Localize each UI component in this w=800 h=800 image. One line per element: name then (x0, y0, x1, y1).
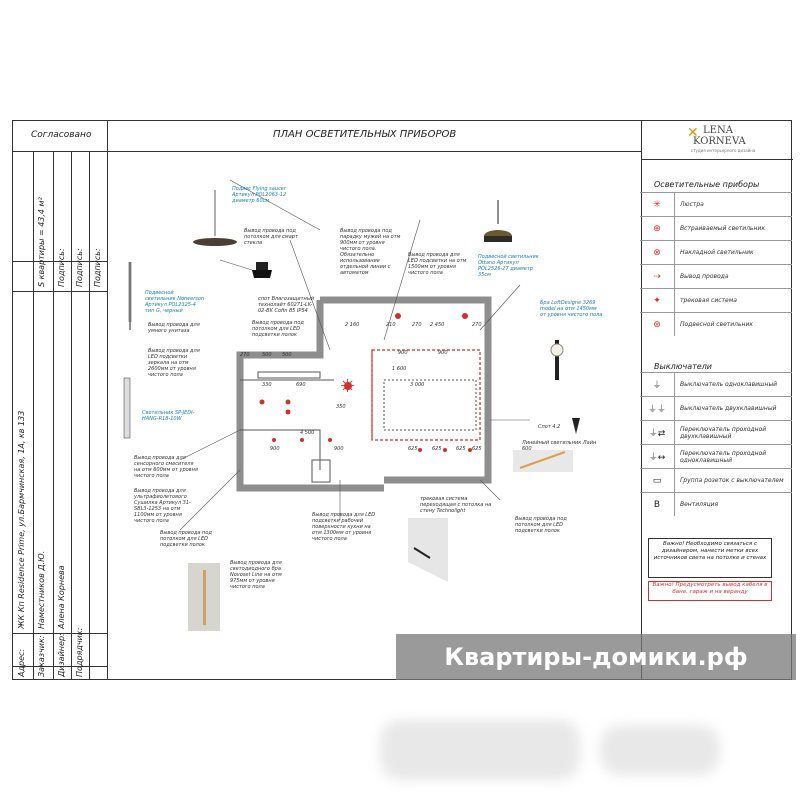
legend-title-switches: Выключатели (654, 362, 713, 371)
important-note: Важно! Необходимо связаться с дизайнером, нанести метки всех источников света на потолке и стенах (648, 538, 772, 578)
legend-label: Подвесной светильник (680, 321, 753, 328)
dimension: 625 (472, 446, 482, 452)
dimension: 500 (282, 352, 292, 358)
legend-symbol-icon: ✦ (640, 289, 675, 312)
dimension: 500 (262, 352, 272, 358)
wall-partition (240, 430, 320, 470)
agreed-label: Согласовано (31, 130, 92, 140)
dimension: 330 (262, 382, 272, 388)
dimension: 690 (296, 382, 306, 388)
legend-label: Группа розеток с выключателем (680, 477, 784, 484)
legend-label: Встраиваемый светильник (680, 225, 766, 232)
annotation-wire-sensor: Вывод провода для сенсорного смесителя на отм 600мм от уровня чистого пола (134, 455, 198, 479)
customer-value: Наместников Д.Ю. (37, 550, 46, 629)
annotation-pendant-ottano: Подвесной светильник Ottano Артикул POL2526-27 диаметр 35см (478, 254, 539, 278)
legend-title-lights: Осветительные приборы (654, 180, 760, 189)
important-note-red: Важно! Предусмотреть вывод кабеля в бане, гараж и на веранду (648, 581, 772, 601)
legend-symbol-icon: ⊕ (640, 217, 675, 240)
annotation-flying-saucer: Подвес Flying saucer Артикул POL2063-12 диаметр 60см (232, 186, 287, 204)
annotation-sp-jedi: Светильник SP-JEDI-HANG-R18-10W (142, 410, 195, 422)
annotation-spot-waterproof: спот Влагозащитный технолайт 60271-LK-02-BK Cofin 85 IP54 (258, 296, 315, 314)
legend-symbol-icon: ⏚⏚ (640, 397, 675, 420)
logo: ✕ LENA KORNEVA студия интерьерного дизайна (641, 121, 793, 160)
annotation-wire-bar: Вывод провода под парадку мужей на отм 900мм от уровня чистого пола. Обязательно использование отдельной линии с автоматом (340, 228, 401, 276)
legend-label: трековая система (680, 297, 737, 304)
legend-symbol-icon: ⏚ (640, 373, 675, 396)
page-title: ПЛАН ОСВЕТИТЕЛЬНЫХ ПРИБОРОВ (273, 129, 457, 140)
dimension: 2 160 (345, 322, 360, 328)
ceiling-contour (384, 380, 476, 430)
dimension: 625 (456, 446, 466, 452)
annotation-wire-sconce: Вывод провода для светодиодного бра Novoset Line на отм 975мм от уровня чистого пола (230, 560, 282, 590)
dimension: 900 (398, 350, 408, 356)
legend-label: Переключатель проходной одноклавишный (680, 449, 767, 464)
signature-label: Подпись: (75, 248, 84, 287)
legend-label: Вывод провода (680, 273, 729, 280)
dimension: 900 (438, 350, 448, 356)
fixture-box (312, 460, 330, 482)
dimension: 3 000 (410, 382, 425, 388)
annotation-wire-ultraviolet: Вывод провода для ультрафиолетового Сушилка Артикул 31-SBL3-1253 на отм 1100мм от уровня чистого пола (134, 488, 191, 524)
legend-symbol-icon: ⊗ (640, 241, 675, 264)
dimension: 4 500 (300, 430, 315, 436)
dimension: 210 (386, 322, 396, 328)
designer-label: Дизайнер: (57, 633, 66, 677)
annotation-wire-toilet: Вывод провода для умного унитаза (148, 322, 200, 334)
legend-label: Вентиляция (680, 501, 719, 508)
legend-symbol-icon: ✳ (640, 193, 675, 216)
logo-mark-icon: ✕ (687, 125, 699, 141)
dimension: 900 (270, 446, 280, 452)
dimension: 350 (336, 404, 346, 410)
signature-label: Подпись: (57, 248, 66, 287)
signature-label: Подпись: (93, 248, 102, 287)
annotation-wire-led-shelves-left: Вывод провода под потолком для LED подсветки полок (160, 530, 212, 548)
legend-label: Люстра (680, 201, 704, 208)
legend-symbol-icon: ▭ (640, 469, 675, 492)
annotation-track-transition: трековая система переходящая с потолка на стену Technolight (420, 496, 492, 514)
dimension: 270 (472, 322, 482, 328)
dimension: 270 (412, 322, 422, 328)
legend-symbol-icon: ⏚⇄ (640, 421, 675, 444)
legend-symbol-icon: ⏚↔ (640, 445, 675, 468)
address-label: Адрес: (17, 648, 26, 677)
legend-label: Выключатель одноклавишный (680, 381, 778, 388)
annotation-wire-led-shelves-right: Вывод провода под потолком для LED подсветки полок (515, 516, 567, 534)
dimension: 900 (334, 446, 344, 452)
dimension: 1 600 (392, 366, 407, 372)
annotation-wire-led-1500: Вывод провода для LED подсветки на отм 1500мм от уровня чистого пола (408, 252, 467, 276)
shelf (258, 372, 320, 378)
annotation-spot42: Спот 4.2 (538, 424, 561, 430)
led-contour (372, 350, 480, 440)
annotation-pendant-norwerson: Подвесной светильник Norwerson Артикул POL2325-4 тип G, черный (145, 290, 205, 314)
chandelier-icon: ✳ (340, 376, 356, 397)
annotation-wire-led-under-shelves: Вывод провода под потолком для LED подсветки полок (252, 320, 304, 338)
annotation-bra-loft: Бра LoftDesigne 3269 model на отм 1450мм от уровня чистого пола (540, 300, 603, 318)
address-value: ЖК Кп Residence Prime, ул.Бармчинская, 1А, кв 133 (17, 410, 26, 629)
legend-symbol-icon: В (640, 493, 675, 516)
contractor-label: Подрядчик: (75, 627, 84, 677)
legend-symbol-icon: ⊛ (640, 313, 675, 336)
legend-label: Накладной светильник (680, 249, 754, 256)
designer-value: Алена Корнева (57, 565, 66, 629)
dimension: 2 450 (430, 322, 445, 328)
annotation-wire-mirror: Вывод провода для LED подсветки зеркала на отм 2600мм от уровня чистого пола (148, 348, 200, 378)
annotation-wire-smart: Вывод провода под потолком для смарт стекла (244, 228, 298, 246)
customer-label: Заказчик: (37, 635, 46, 677)
annotation-wire-led-work: Вывод провода для LED подсветки рабочей поверхности кухни на отм 1300мм от уровня чистого пола (312, 512, 376, 542)
watermark: Квартиры-домики.рф (396, 634, 796, 680)
dimension: 625 (408, 446, 418, 452)
dimension: 625 (432, 446, 442, 452)
legend-symbol-icon: ⇢ (640, 265, 675, 288)
annotation-linear-600: Линейный светильник Лайн 600 (522, 440, 597, 452)
legend-label: Переключатель проходной двухклавишный (680, 425, 767, 440)
dimension: 270 (240, 352, 250, 358)
area-label: S квартиры = 43,4 м² (37, 197, 46, 287)
legend-label: Выключатель двухклавишный (680, 405, 777, 412)
